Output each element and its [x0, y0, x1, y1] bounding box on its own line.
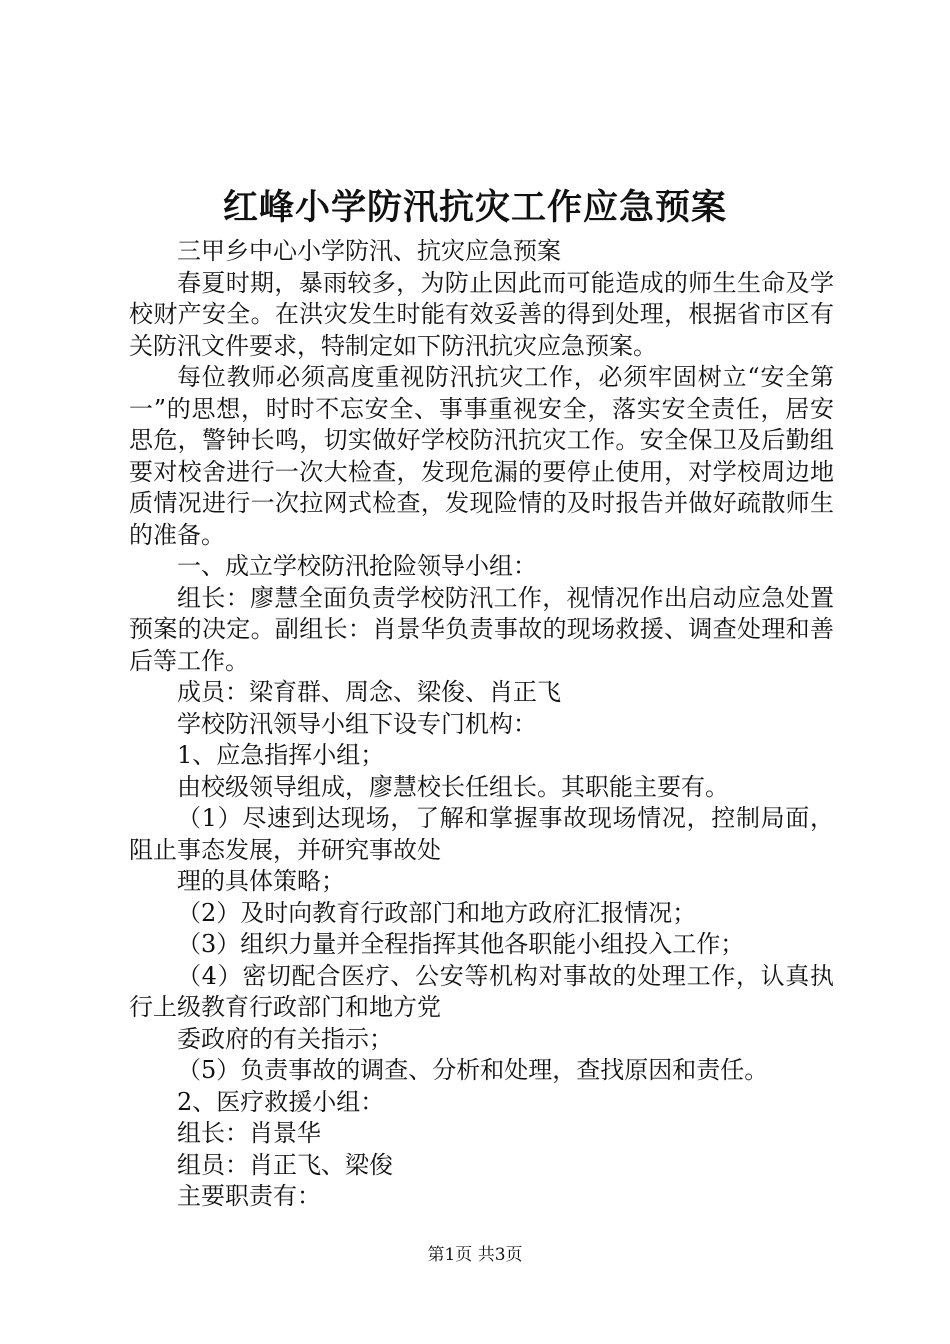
paragraph-duty-1: （1）尽速到达现场，了解和掌握事故现场情况，控制局面，阻止事态发展，并研究事故处 — [129, 804, 834, 864]
document-title: 红峰小学防汛抗灾工作应急预案 — [222, 187, 727, 228]
document-body — [129, 236, 834, 1213]
paragraph-duty-5: （5）负责事故的调查、分析和处理，查找原因和责任。 — [177, 1056, 769, 1084]
page-number: 第1页 共3页 — [427, 1245, 523, 1265]
paragraph-duty-2: （2）及时向教育行政部门和地方政府汇报情况； — [177, 898, 697, 927]
paragraph-organization: 学校防汛领导小组下设专门机构： — [177, 709, 537, 738]
paragraph-leaders: 组长：廖慧全面负责学校防汛工作，视情况作出启动应急处置预案的决定。副组长：肖景华负责事故的现场救援、调查处理和善后等工作。 — [129, 583, 834, 675]
paragraph-members: 成员：梁育群、周念、梁俊、肖正飞 — [177, 678, 561, 706]
paragraph-group-2-duties: 主要职责有： — [177, 1182, 321, 1210]
paragraph-group-2-members: 组员：肖正飞、梁俊 — [177, 1150, 393, 1179]
paragraph-group-1: 1、应急指挥小组； — [177, 741, 385, 769]
paragraph-intro: 春夏时期，暴雨较多，为防止因此而可能造成的师生生命及学校财产安全。在洪灾发生时能有效妥善的得到处理，根据省市区有关防汛文件要求，特制定如下防汛抗灾应急预案。 — [129, 268, 834, 360]
paragraph-group-1-desc: 由校级领导组成，廖慧校长任组长。其职能主要有。 — [177, 772, 729, 801]
paragraph-duty-1-cont: 理的具体策略； — [177, 867, 345, 895]
paragraph-group-2: 2、医疗救援小组： — [177, 1087, 385, 1116]
paragraph-subtitle: 三甲乡中心小学防汛、抗灾应急预案 — [177, 237, 561, 265]
paragraph-section-1: 一、成立学校防汛抢险领导小组： — [177, 552, 537, 580]
paragraph-duty-3: （3）组织力量并全程指挥其他各职能小组投入工作； — [177, 930, 745, 958]
paragraph-duty-4-cont: 委政府的有关指示； — [177, 1024, 393, 1053]
paragraph-safety: 每位教师必须高度重视防汛抗灾工作，必须牢固树立“安全第一”的思想，时时不忘安全、事事重视安全，落实安全责任，居安思危，警钟长鸣，切实做好学校防汛抗灾工作。安全保卫及后勤组要对校舍进行一次大检查，发现危漏的要停止使用，对学校周边地质情况进行一次拉网式检查，发现险情的及时报告并做好疏散师生的准备。 — [129, 363, 834, 549]
paragraph-group-2-leader: 组长：肖景华 — [177, 1119, 321, 1147]
paragraph-duty-4: （4）密切配合医疗、公安等机构对事故的处理工作，认真执行上级教育行政部门和地方党 — [129, 961, 834, 1021]
